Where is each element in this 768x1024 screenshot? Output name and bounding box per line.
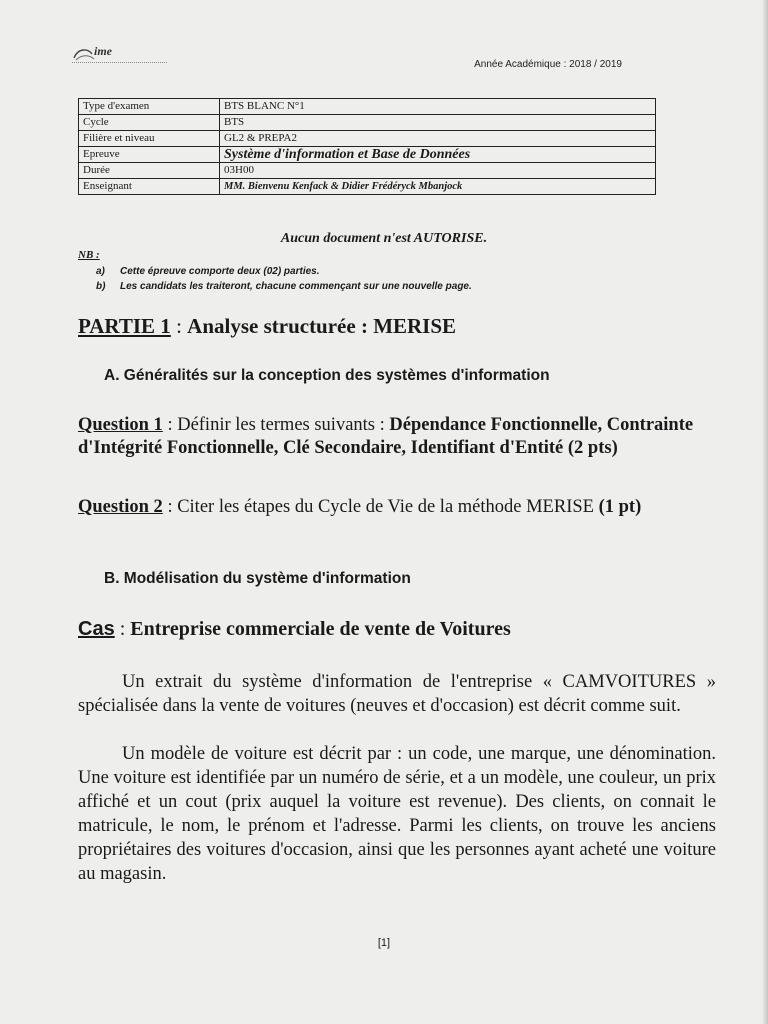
question-label: Question 2 [78, 497, 163, 517]
exam-info-table [78, 98, 656, 195]
partie-title: Analyse structurée : MERISE [187, 314, 457, 338]
table-row [79, 99, 656, 115]
list-item [96, 264, 472, 279]
table-value: MM. Bienvenu Kenfack & Didier Frédéryck Mbanjock [220, 179, 656, 195]
no-document-notice: Aucun document n'est AUTORISE. [280, 231, 488, 246]
list-item [96, 279, 472, 294]
table-row [79, 131, 656, 147]
logo-swirl-icon [72, 46, 96, 62]
partie-label: PARTIE 1 [78, 314, 171, 338]
case-paragraph: Un extrait du système d'information de l'entreprise « CAMVOITURES » spécialisée dans la vente de voitures (neuves et d'occasion) est décrit comme suit. [78, 672, 716, 716]
list-text: Cette épreuve comporte deux (02) parties. [120, 266, 320, 277]
page-edge-shadow [762, 0, 768, 1024]
section-a-heading: A. Généralités sur la conception des systèmes d'information [104, 367, 550, 384]
table-value: BTS BLANC N°1 [220, 99, 656, 115]
logo-tagline [72, 62, 167, 66]
case-heading: Cas : Entreprise commerciale de vente de Voitures [78, 618, 511, 640]
question-2 [78, 496, 718, 519]
table-value: Système d'information et Base de Données [220, 147, 656, 163]
table-key: Filière et niveau [79, 131, 220, 147]
table-key: Durée [79, 163, 220, 179]
page-number: [1] [377, 937, 391, 949]
table-key: Cycle [79, 115, 220, 131]
nb-label: NB : [78, 249, 100, 261]
section-b-heading: B. Modélisation du système d'information [104, 570, 411, 587]
table-key: Epreuve [79, 147, 220, 163]
list-marker: a) [96, 266, 105, 277]
partie-heading: PARTIE 1 : Analyse structurée : MERISE [78, 314, 457, 338]
list-text: Les candidats les traiteront, chacune commençant sur une nouvelle page. [120, 281, 472, 292]
nb-list [96, 264, 472, 294]
school-logo [72, 46, 167, 70]
table-row [79, 147, 656, 163]
question-lead: : Définir les termes suivants : [162, 415, 390, 435]
table-key: Type d'examen [79, 99, 220, 115]
case-label: Cas [78, 618, 115, 640]
table-value: GL2 & PREPA2 [220, 131, 656, 147]
academic-year: Année Académique : 2018 / 2019 [474, 59, 622, 70]
logo-text: ime [94, 44, 112, 58]
list-marker: b) [96, 281, 106, 292]
table-row [79, 115, 656, 131]
question-points: (1 pt) [598, 497, 642, 517]
question-1 [78, 414, 718, 460]
table-key: Enseignant [79, 179, 220, 195]
question-label: Question 1 [78, 415, 163, 435]
table-row [79, 163, 656, 179]
question-terms: Dépendance Fonctionnelle, Contrainte d'Intégrité Fonctionnelle, Clé Secondaire, Identifiant d'Entité (2 pts) [78, 415, 694, 458]
table-row [79, 179, 656, 195]
table-value: BTS [220, 115, 656, 131]
table-value: 03H00 [220, 163, 656, 179]
case-paragraph: Un modèle de voiture est décrit par : un code, une marque, une dénomination. Une voiture est identifiée par un numéro de série, et a un modèle, une couleur, un prix affiché et un cout (prix auquel la voiture est revenue). Des clients, on connait le matricule, le nom, le prénom et l'adresse. Parmi les clients, on trouve les anciens propriétaires des voitures d'occasion, ainsi que les personnes ayant acheté une voiture au magasin. [78, 744, 716, 884]
question-lead: : Citer les étapes du Cycle de Vie de la méthode MERISE [162, 497, 599, 517]
case-title: Entreprise commerciale de vente de Voitures [130, 618, 511, 640]
